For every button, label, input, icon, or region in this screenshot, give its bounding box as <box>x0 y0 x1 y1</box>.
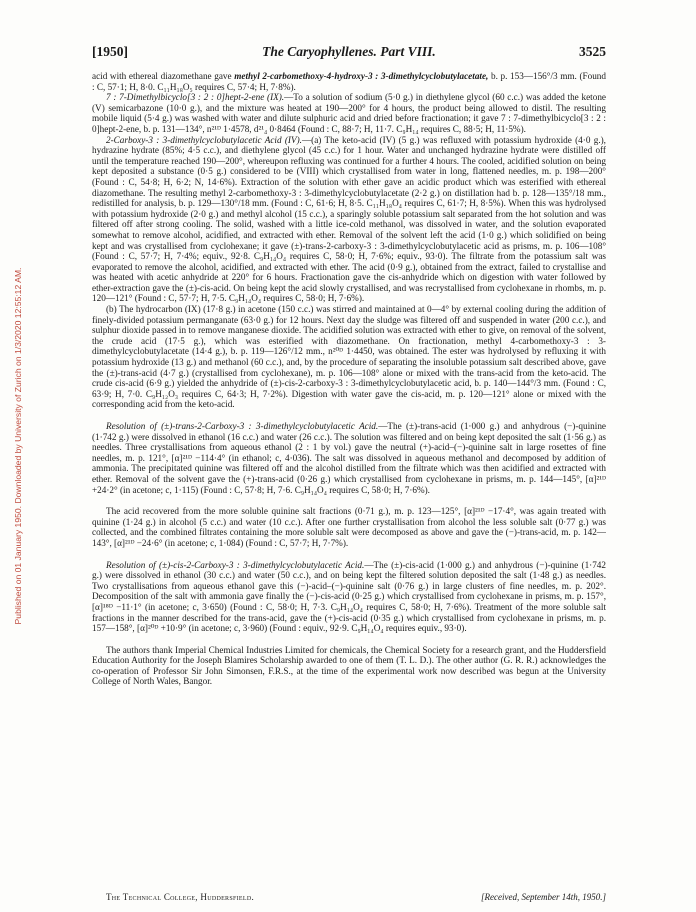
section-heading: 2-Carboxy-3 : 3-dimethylcyclobutylacetic Acid (IV). <box>106 134 302 145</box>
paragraph-acknowledgements: The authors thank Imperial Chemical Industries Limited for chemicals, the Chemical Society for a research grant, and the Huddersfield Education Authority for the Joseph Blamires Scholarship awarded to one of them (T. L. D.). The other author (G. R. R.) acknowledges the co-operation of Professor Sir John Simonsen, F.R.S., at the time of the experimental work now described was begun at the University College of North Wales, Bangor. <box>92 644 606 687</box>
article-body <box>92 71 606 687</box>
received-date: [Received, September 14th, 1950.] <box>481 892 606 902</box>
article-footer <box>106 892 606 904</box>
paragraph-bicycloheptene: 7 : 7-Dimethylbicyclo[3 : 2 : 0]hept-2-ene (IX).—To a solution of sodium (5·0 g.) in diethylene glycol (60 c.c.) was added the ketone (V) semicarbazone (10·0 g.), and the mixture was heated at 190—200° for 4 hours, the product being allowed to distil. The resulting mobile liquid (5·4 g.) was washed with water and dilute sulphuric acid and dried before fractionation; it gave 7 : 7-dimethylbicyclo[3 : 2 : 0]hept-2-ene, b. p. 131—134°, n²¹ᴰ 1·4578, d²¹₄ 0·8464 (Found : C, 88·7; H, 11·7. C₉H₁₄ requires C, 88·5; H, 11·5%). <box>92 92 606 134</box>
page-year: [1950] <box>92 44 128 59</box>
paragraph-trans-resolution: Resolution of (±)-trans-2-Carboxy-3 : 3-dimethylcyclobutylacetic Acid.—The (±)-trans-acid (1·000 g.) and anhydrous (−)-quinine (1·742 g.) were dissolved in ethanol (16 c.c.) and water (26 c.c.). The solution was filtered and on being kept deposited the salt (1·56 g.) as needles. Three crystallisations from aqueous ethanol (2 : 1 by vol.) gave the neutral (+)-acid–(−)-quinine salt in large rosettes of fine needles, m. p. 121°, [α]²¹ᴰ −114·4° (in ethanol; c, 4·036). The salt was dissolved in aqueous methanol and decomposed by addition of ammonia. The precipitated quinine was filtered off and the alcohol distilled from the filtrate which was then acidified and extracted with ether. Removal of the solvent gave the (+)-trans-acid (0·26 g.) which crystallised from cyclohexane in prisms, m. p. 144—145°, [α]²¹ᴰ +24·2° (in acetone; c, 1·115) (Found : C, 57·8; H, 7·6. C₉H₁₄O₄ requires C, 58·0; H, 7·6%). <box>92 421 606 495</box>
page-number: 3525 <box>579 44 606 59</box>
institution: The Technical College, Huddersfield. <box>106 892 255 902</box>
section-heading: 7 : 7-Dimethylbicyclo[3 : 2 : 0]hept-2-ene (IX). <box>106 92 285 103</box>
section-heading: Resolution of (±)-cis-2-Carboxy-3 : 3-dimethylcyclobutylacetic Acid. <box>106 559 365 570</box>
paragraph-cis-resolution: Resolution of (±)-cis-2-Carboxy-3 : 3-dimethylcyclobutylacetic Acid.—The (±)-cis-acid (1·000 g.) and anhydrous (−)-quinine (1·742 g.) were dissolved in ethanol (30 c.c.) and water (50 c.c.), and on being kept the filtered solution deposited the salt (1·48 g.) as needles. Two crystallisations from aqueous ethanol gave this (−)-acid–(−)-quinine salt (0·76 g.) in large clusters of fine needles, m. p. 202°. Decomposition of the salt with ammonia gave finally the (−)-cis-acid (0·25 g.) which crystallised from cyclohexane in prisms, m. p. 157°, [α]¹⁸ᴰ −11·1° (in acetone; c, 3·650) (Found : C, 58·0; H, 7·3. C₉H₁₄O₄ requires C, 58·0; H, 7·6%). Treatment of the more soluble salt fractions in the manner described for the trans-acid, gave the (+)-cis-acid (0·35 g.) which crystallised from cyclohexane in prisms, m. p. 157—158°, [α]²⁰ᴰ +10·9° (in acetone; c, 3·960) (Found : equiv., 92·9. C₉H₁₄O₄ requires equiv., 93·0). <box>92 559 606 634</box>
paragraph-carboxy-acid: 2-Carboxy-3 : 3-dimethylcyclobutylacetic Acid (IV).—(a) The keto-acid (IV) (5 g.) was refluxed with potassium hydroxide (4·0 g.), hydrazine hydrate (85%; 4·5 c.c.), and diethylene glycol (45 c.c.) for 1 hour. Water and unchanged hydrazine hydrate were distilled off until the temperature reached 190—200°, whereupon refluxing was continued for a further 4 hours. The cooled, acidified solution on being kept deposited a substance (0·5 g.) considered to be (VIII) which crystallised from water in long, flattened needles, m. p. 198—200° (Found : C, 54·8; H, 6·2; N, 14·6%). Extraction of the solution with ether gave an acidic product which was esterified with ethereal diazomethane. The resulting methyl 2-carbomethoxy-3 : 3-dimethylcyclobutylacetate (2·2 g.) on distillation had b. p. 128—135°/18 mm., redistilled for analysis, b. p. 129—130°/18 mm. (Found : C, 61·6; H, 8·5. C₁₁H₁₈O₄ requires C, 61·7; H, 8·5%). When this was hydrolysed with potassium hydroxide (2·0 g.) and methyl alcohol (15 c.c.), a sparingly soluble potassium salt separated from the hot solution and was filtered off after strong cooling. The solid, washed with a little ice-cold methanol, was dissolved in water, and the solution evaporated somewhat to remove alcohol, acidified, and extracted with ether. Removal of the solvent left the acid (1·0 g.) which solidified on being kept and was crystallised from cyclohexane; it gave (±)-trans-2-carboxy-3 : 3-dimethylcyclobutylacetic acid as prisms, m. p. 106—108° (Found : C, 57·7; H, 7·4%; equiv., 92·8. C₉H₁₄O₄ requires C, 58·0; H, 7·6%; equiv., 93·0). The filtrate from the potassium salt was evaporated to remove the alcohol, acidified, and extracted with ether. The acid (0·9 g.), obtained from the extract, failed to crystallise and was heated with acetic anhydride at 220° for 6 hours. Fractionation gave the cis-anhydride which on digestion with water followed by ether-extraction gave the (±)-cis-acid. On being kept the acid slowly crystallised, and was recrystallised from cyclohexane in rhombs, m. p. 120—121° (Found : C, 57·7; H, 7·5. C₉H₁₄O₄ requires C, 58·0; H, 7·6%). <box>92 134 606 304</box>
paragraph-permanganate-oxidation: (b) The hydrocarbon (IX) (17·8 g.) in acetone (150 c.c.) was stirred and maintained at 0—4° by external cooling during the addition of finely-divided potassium permanganate (63·0 g.) for 12 hours. Next day the sludge was filtered off and suspended in water (200 c.c.), and sulphur dioxide passed in to remove manganese dioxide. The acidified solution was extracted with ether to give, on removal of the solvent, the crude acid (17·5 g.), which was esterified with diazomethane. On fractionation, methyl 4-carbomethoxy-3 : 3-dimethylcyclobutylacetate (14·4 g.), b. p. 119—126°/12 mm., n²⁰ᴰ 1·4450, was obtained. The ester was hydrolysed by refluxing it with potassium hydroxide (13 g.) and methanol (60 c.c.), and, by the procedure of separating the insoluble potassium salt described above, gave the (±)-trans-acid (4·7 g.) (crystallised from cyclohexane), m. p. 106—108° alone or mixed with the trans-acid from the keto-acid. The crude cis-acid (6·9 g.) yielded the anhydride of (±)-cis-2-carboxy-3 : 3-dimethylcyclobutylacetic acid, b. p. 140—144°/3 mm. (Found : C, 63·9; H, 7·0. C₉H₁₂O₃ requires C, 64·3; H, 7·2%). Digestion with water gave the cis-acid, m. p. 120—121° alone or mixed with the corresponding acid from the keto-acid. <box>92 304 606 410</box>
paragraph-trans-recovery: The acid recovered from the more soluble quinine salt fractions (0·71 g.), m. p. 123—125°, [α]²¹ᴰ −17·4°, was again treated with quinine (1·24 g.) in alcohol (5 c.c.) and water (10 c.c.). After one further crystallisation from alcohol the less soluble salt (0·77 g.) was collected, and the combined filtrates containing the more soluble salt were decomposed as above and gave the (−)-trans-acid, m. p. 142—143°, [α]²¹ᴰ −24·6° (in acetone; c, 1·084) (Found : C, 57·7; H, 7·7%). <box>92 506 606 548</box>
page-header <box>92 44 606 60</box>
paragraph-diazomethane-ester: acid with ethereal diazomethane gave methyl 2-carbomethoxy-4-hydroxy-3 : 3-dimethylcyclobutylacetate, b. p. 153—156°/3 mm. (Found : C, 57·1; H, 8·0. C₁₁H₁₈O₅ requires C, 57·4; H, 7·8%). <box>92 71 606 92</box>
download-watermark: Published on 01 January 1950. Downloaded by University of Zurich on 1/3/2020 12:55:12 AM. <box>13 267 23 625</box>
compound-name: methyl 2-carbomethoxy-4-hydroxy-3 : 3-dimethylcyclobutylacetate, <box>234 71 489 81</box>
running-title: The Caryophyllenes. Part VIII. <box>262 44 436 59</box>
section-heading: Resolution of (±)-trans-2-Carboxy-3 : 3-dimethylcyclobutylacetic Acid. <box>106 421 379 431</box>
